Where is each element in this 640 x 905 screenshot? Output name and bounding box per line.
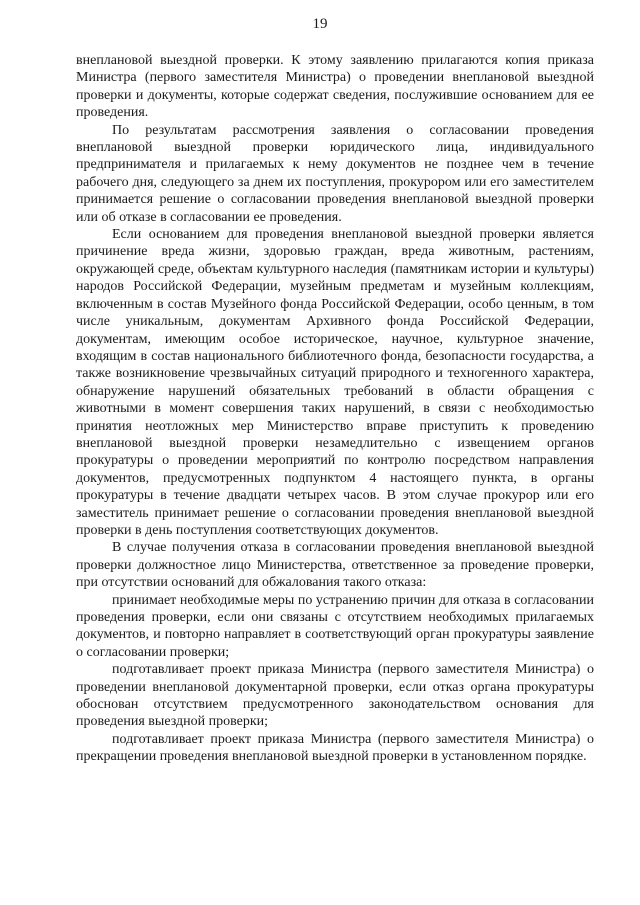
paragraph-continuation: внеплановой выездной проверки. К этому заявлению прилагаются копия приказа Министра (первого заместителя Министра) о проведении внеплановой выездной проверки и документы, которые содержат сведения, послужившие основанием для ее проведения. [76, 53, 594, 121]
paragraph-review-results: По результатам рассмотрения заявления о согласовании проведения внеплановой выездной проверки юридического лица, индивидуального предпринимателя и прилагаемых к нему документов не позднее чем в течение рабочего дня, следующего за днем их поступления, прокурором или его заместителем принимается решение о согласовании проведения внеплановой выездной проверки или об отказе в согласовании ее проведения. [76, 122, 594, 225]
page-number: 19 [312, 16, 328, 32]
document-body [76, 52, 594, 766]
paragraph-action-documentary-check: подготавливает проект приказа Министра (первого заместителя Министра) о проведении внеплановой документарной проверки, если отказ органа прокуратуры обоснован отсутствием предусмотренного законодательством основания для проведения выездной проверки; [76, 662, 594, 730]
paragraph-urgent-inspection: Если основанием для проведения внеплановой выездной проверки является причинение вреда жизни, здоровью граждан, вреда животным, растениям, окружающей среде, объектам культурного наследия (памятникам истории и культуры) народов Российской Федерации, музейным предметам и музейным коллекциям, включенным в состав Музейного фонда Российской Федерации, особо ценным, в том числе уникальным, документам Архивного фонда Российской Федерации, документам, имеющим особое историческое, научное, культурное значение, входящим в состав национального библиотечного фонда, безопасности государства, а также возникновение чрезвычайных ситуаций природного и техногенного характера, обнаружение нарушений обязательных требований в области обращения с животными в момент совершения таких нарушений, в связи с необходимостью принятия неотложных мер Министерство вправе приступить к проведению внеплановой выездной проверки незамедлительно с извещением органов прокуратуры о проведении мероприятий по контролю посредством направления документов, предусмотренных подпунктом 4 настоящего пункта, в органы прокуратуры в течение двадцати четырех часов. В этом случае прокурор или его заместитель принимает решение о согласовании проведения внеплановой выездной проверки в день поступления соответствующих документов. [76, 227, 594, 538]
paragraph-refusal-case: В случае получения отказа в согласовании проведения внеплановой выездной проверки должностное лицо Министерства, ответственное за проведение проверки, при отсутствии оснований для обжалования такого отказа: [76, 540, 594, 591]
paragraph-action-resubmit: принимает необходимые меры по устранению причин для отказа в согласовании проведения проверки, если они связаны с отсутствием необходимых прилагаемых документов, и повторно направляет в соответствующий орган прокуратуры заявление о согласовании проверки; [76, 592, 594, 660]
paragraph-action-terminate: подготавливает проект приказа Министра (первого заместителя Министра) о прекращении проведения внеплановой выездной проверки в установленном порядке. [76, 731, 594, 765]
